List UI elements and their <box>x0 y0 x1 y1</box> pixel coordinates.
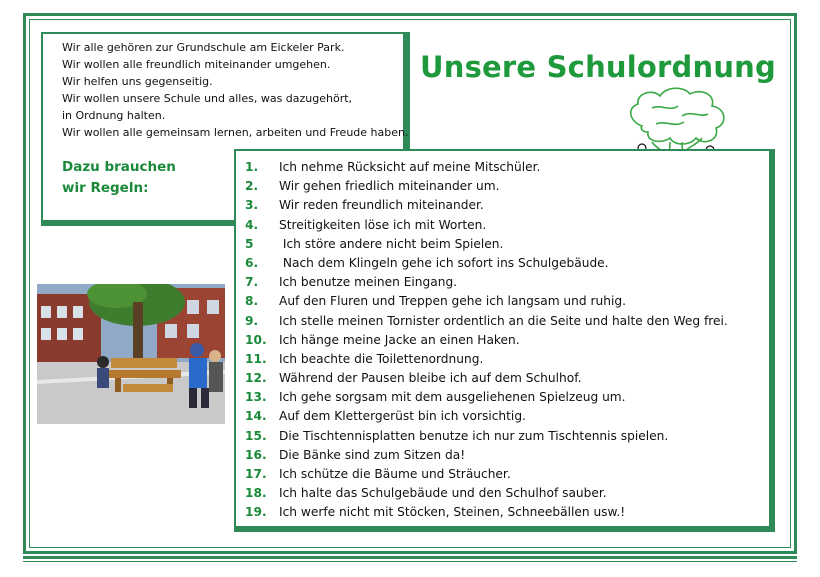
rule-number: 12. <box>245 371 267 386</box>
rule-item <box>245 331 770 350</box>
rule-number: 13. <box>245 390 267 405</box>
bottom-rule <box>23 556 797 559</box>
rule-number: 5 <box>245 236 254 251</box>
rule-item <box>245 254 770 273</box>
rule-item <box>245 484 770 503</box>
intro-line: Wir wollen unsere Schule und alles, was dazugehört, <box>62 92 353 105</box>
rule-item <box>245 216 770 235</box>
rule-text: Auf den Fluren und Treppen gehe ich langsam und ruhig. <box>279 294 626 309</box>
intro-text <box>62 39 407 141</box>
rule-item <box>245 196 770 215</box>
rule-number: 19. <box>245 505 267 520</box>
schoolyard-photo-icon <box>37 284 225 424</box>
rule-number: 7. <box>245 275 259 290</box>
rule-text: Ich werfe nicht mit Stöcken, Steinen, Schneebällen usw.! <box>279 505 626 520</box>
rule-text: Ich schütze die Bäume und Sträucher. <box>279 467 511 481</box>
rule-number: 10. <box>245 332 267 347</box>
intro-line: in Ordnung halten. <box>62 109 166 122</box>
rule-item <box>245 292 770 311</box>
rule-text: Ich nehme Rücksicht auf meine Mitschüler. <box>279 160 541 174</box>
rule-number: 4. <box>245 217 259 232</box>
rule-number: 17. <box>245 467 267 481</box>
intro-line: Wir alle gehören zur Grundschule am Eickeler Park. <box>62 41 345 54</box>
rule-item <box>245 446 770 465</box>
bottom-rule-thin <box>23 561 797 562</box>
rule-item <box>245 427 770 446</box>
rule-item <box>245 350 770 369</box>
rule-text: Ich benutze meinen Eingang. <box>279 275 458 290</box>
rule-item <box>245 158 770 177</box>
rule-number: 16. <box>245 447 267 462</box>
rule-number: 11. <box>245 351 267 366</box>
rule-item <box>245 235 770 254</box>
page-title: Unsere Schulordnung <box>420 50 776 84</box>
rule-text: Wir gehen friedlich miteinander um. <box>279 179 500 194</box>
rule-number: 8. <box>245 294 259 309</box>
rule-number: 2. <box>245 179 259 194</box>
rule-text: Ich beachte die Toilettenordnung. <box>279 351 484 366</box>
rule-item <box>245 407 770 426</box>
rule-item <box>245 369 770 388</box>
rule-number: 15. <box>245 428 267 443</box>
rule-text: Auf dem Klettergerüst bin ich vorsichtig. <box>279 409 526 424</box>
rule-text: Wir reden freundlich miteinander. <box>279 198 484 213</box>
rule-text: Streitigkeiten löse ich mit Worten. <box>279 217 487 232</box>
rule-number: 18. <box>245 486 267 501</box>
rule-item <box>245 273 770 292</box>
rule-number: 1. <box>245 160 259 174</box>
rule-item <box>245 388 770 407</box>
rules-list <box>245 158 770 523</box>
rule-text: Die Bänke sind zum Sitzen da! <box>279 447 466 462</box>
rule-number: 6. <box>245 255 259 270</box>
rule-text: Ich störe andere nicht beim Spielen. <box>279 236 504 251</box>
rule-item <box>245 177 770 196</box>
rule-number: 14. <box>245 409 267 424</box>
rule-text: Ich stelle meinen Tornister ordentlich an die Seite und halte den Weg frei. <box>279 313 728 328</box>
rule-item <box>245 312 770 331</box>
rule-item <box>245 503 770 522</box>
rules-box-shadow-bottom <box>234 526 775 532</box>
schoolyard-photo <box>37 284 225 424</box>
rule-text: Nach dem Klingeln gehe ich sofort ins Schulgebäude. <box>279 255 609 270</box>
rule-text: Ich gehe sorgsam mit dem ausgeliehenen Spielzeug um. <box>279 390 626 405</box>
rule-item <box>245 465 770 484</box>
rule-text: Ich halte das Schulgebäude und den Schulhof sauber. <box>279 486 607 501</box>
heading-line: Dazu brauchen <box>62 159 176 175</box>
rule-number: 3. <box>245 198 259 213</box>
intro-line: Wir wollen alle gemeinsam lernen, arbeiten und Freude haben. <box>62 126 409 139</box>
rule-text: Die Tischtennisplatten benutze ich nur zum Tischtennis spielen. <box>279 428 669 443</box>
rule-number: 9. <box>245 313 259 328</box>
intro-line: Wir helfen uns gegenseitig. <box>62 75 213 88</box>
rule-text: Ich hänge meine Jacke an einen Haken. <box>279 332 520 347</box>
intro-line: Wir wollen alle freundlich miteinander umgehen. <box>62 58 331 71</box>
rule-text: Während der Pausen bleibe ich auf dem Schulhof. <box>279 371 582 386</box>
heading-line: wir Regeln: <box>62 180 149 196</box>
rules-intro-heading <box>62 157 212 199</box>
